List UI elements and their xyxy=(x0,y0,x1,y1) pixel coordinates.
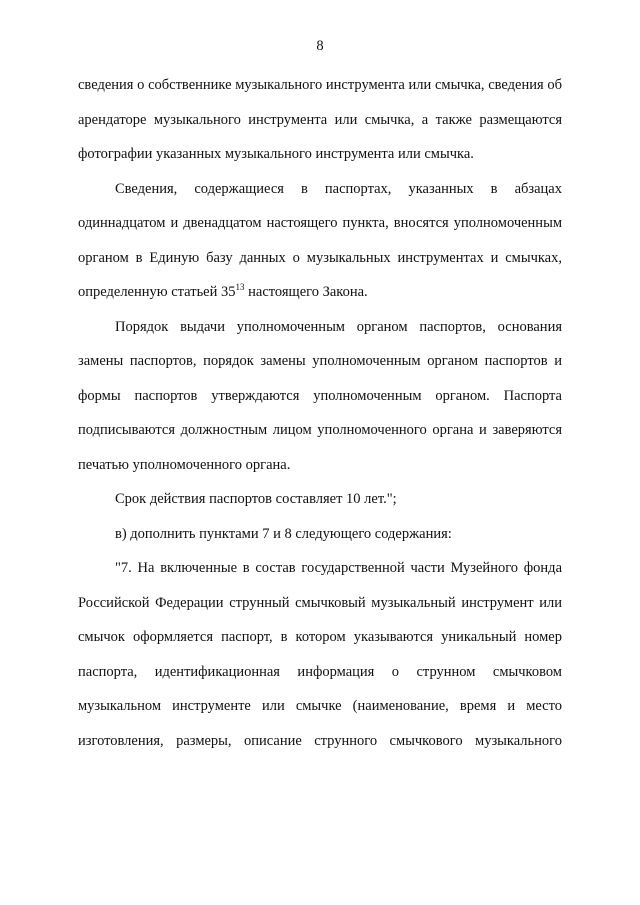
paragraph-issue-procedure: Порядок выдачи уполномоченным органом паспортов, основания замены паспортов, порядок замены уполномоченным органом паспортов и формы паспортов утверждаются уполномоченным органом. Паспорта подписываются должностным лицом уполномоченного органа и заверяются печатью уполномоченного органа. xyxy=(78,318,562,473)
paragraph-owner-info: сведения о собственнике музыкального инструмента или смычка, сведения об арендаторе музыкального инструмента или смычка, а также размещаются фотографии указанных музыкального инструмента или смычка. xyxy=(78,77,562,162)
page-number: 8 xyxy=(316,38,324,54)
article-superscript: 13 xyxy=(235,282,245,292)
paragraph-database-entry-text: Сведения, содержащиеся в паспортах, указанных в абзацах одиннадцатом и двенадцатом настоящего пункта, вносятся уполномоченным органом в Единую базу данных о музыкальных инструментах и смычках, определенную статьей 35 xyxy=(78,180,562,300)
paragraph-validity-period: Срок действия паспортов составляет 10 лет."; xyxy=(115,491,397,507)
paragraph-amendment: в) дополнить пунктами 7 и 8 следующего содержания: xyxy=(115,525,452,542)
paragraph-database-entry xyxy=(78,172,562,310)
document-body xyxy=(78,68,562,758)
paragraph-point-seven: "7. На включенные в состав государственной части Музейного фонда Российской Федерации струнный смычковый музыкальный инструмент или смычок оформляется паспорт, в котором указываются уникальный номер паспорта, идентификационная информация о струнном смычковом музыкальном инструменте или смычке (наименование, время и место изготовления, размеры, описание струнного смычкового музыкального xyxy=(78,560,562,749)
paragraph-database-entry-tail: настоящего Закона. xyxy=(244,284,368,300)
